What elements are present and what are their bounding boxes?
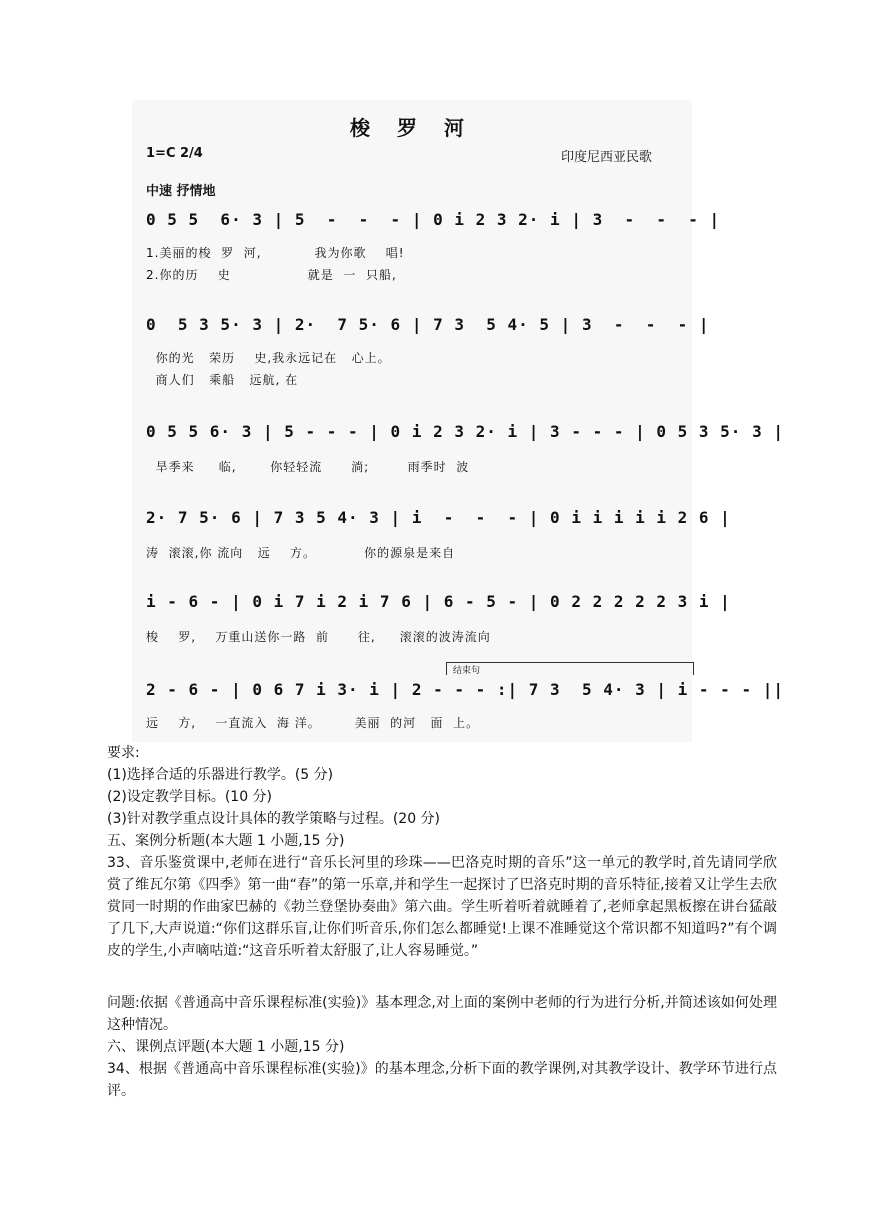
lyric-line: 你的光 荣历 史,我永远记在 心上。: [146, 351, 391, 365]
lyric-line: 远 方, 一直流入 海 洋。 美丽 的河 面 上。: [146, 716, 480, 730]
requirement-item: (1)选择合适的乐器进行教学。(5 分): [107, 767, 334, 783]
ending-label: 结束句: [453, 666, 481, 676]
song-source: 印度尼西亚民歌: [560, 150, 652, 165]
lyric-line: 1.美丽的梭 罗 河, 我为你歌 唱!: [146, 246, 405, 260]
lyric-line: 涛 滚滚,你 流向 远 方。 你的源泉是来自: [146, 546, 456, 560]
requirement-item: (2)设定教学目标。(10 分): [107, 789, 273, 805]
key-signature: 1=C 2/4: [146, 146, 203, 161]
notation-line: 0 5 3 5· 3 | 2· 7 5· 6 | 7 3 5 4· 5 | 3 - - - |: [146, 315, 710, 334]
lyric-line: 2.你的历 史 就是 一 只船,: [146, 268, 397, 282]
notation-line: i - 6 - | 0 i 7 i 2 i 7 6 | 6 - 5 - | 0 2 2 2 2 2 3 i |: [146, 592, 731, 611]
question-33-prompt: 问题:依据《普通高中音乐课程标准(实验)》基本理念,对上面的案例中老师的行为进行分析,并简述该如何处理这种情况。: [107, 995, 777, 1033]
notation-line: 2· 7 5· 6 | 7 3 5 4· 3 | i - - - | 0 i i i i i 2 6 |: [146, 508, 731, 527]
notation-line: 0 5 5 6· 3 | 5 - - - | 0 i 2 3 2· i | 3 - - - | 0 5 3 5· 3 |: [146, 422, 784, 441]
question-34: 34、根据《普通高中音乐课程标准(实验)》的基本理念,分析下面的教学课例,对其教学设计、教学环节进行点评。: [107, 1061, 777, 1099]
requirements-heading: 要求:: [107, 745, 140, 761]
tempo-marking: 中速 抒情地: [146, 184, 216, 199]
ending-bracket: [446, 662, 694, 675]
notation-line: 0 5 5 6· 3 | 5 - - - | 0 i 2 3 2· i | 3 - - - |: [146, 210, 721, 229]
lyric-line: 商人们 乘船 远航, 在: [146, 373, 299, 387]
question-33: 33、音乐鉴赏课中,老师在进行“音乐长河里的珍珠——巴洛克时期的音乐”这一单元的教学时,首先请同学欣赏了维瓦尔第《四季》第一曲“春”的第一乐章,并和学生一起探讨了巴洛克时期的音乐特征,接着又让学生去欣赏同一时期的作曲家巴赫的《勃兰登堡协奏曲》第六曲。学生听着听着就睡着了,老师拿起黑板擦在讲台猛敲了几下,大声说道:“你们这群乐盲,让你们听音乐,你们怎么都睡觉!上课不准睡觉这个常识都不知道吗?”有个调皮的学生,小声嘀咕道:“这音乐听着太舒服了,让人容易睡觉。”: [107, 855, 777, 959]
music-score: [132, 100, 784, 742]
lyric-line: 梭 罗, 万重山送你一路 前 往, 滚滚的波涛流向: [146, 630, 491, 644]
section-heading: 六、课例点评题(本大题 1 小题,15 分): [107, 1039, 345, 1055]
lyric-line: 旱季来 临, 你轻轻流 淌; 雨季时 波: [146, 460, 470, 474]
notation-line: 2 - 6 - | 0 6 7 i 3· i | 2 - - - :| 7 3 5 4· 3 | i - - - ||: [146, 680, 784, 699]
section-heading: 五、案例分析题(本大题 1 小题,15 分): [107, 833, 345, 849]
requirement-item: (3)针对教学重点设计具体的教学策略与过程。(20 分): [107, 811, 441, 827]
score-title: 梭 罗 河: [350, 116, 474, 140]
